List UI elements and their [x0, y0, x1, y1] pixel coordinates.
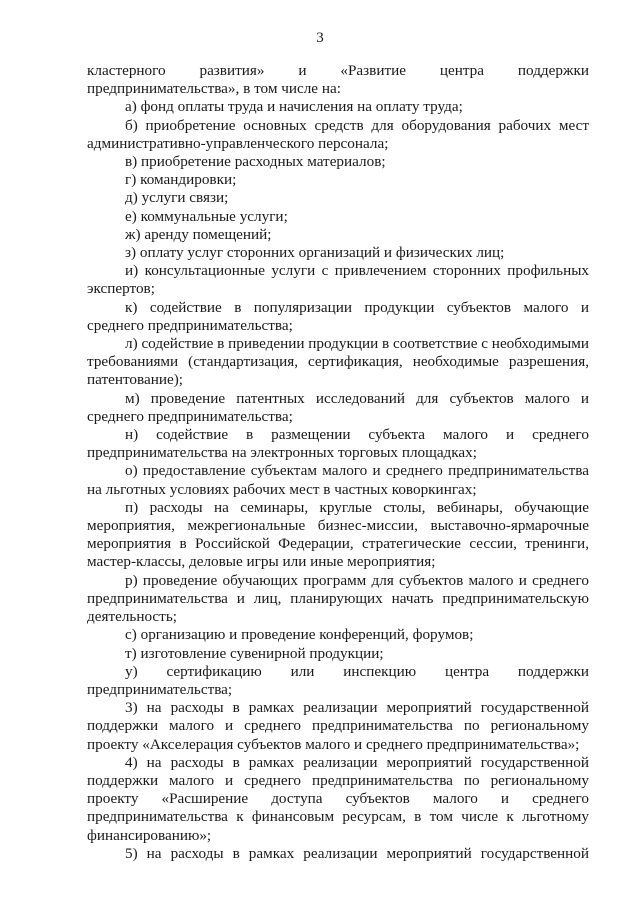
list-item-u: у) сертификацию или инспекцию центра поддержки предпринимательства; [87, 662, 589, 698]
list-item-v: в) приобретение расходных материалов; [125, 153, 386, 171]
list-item-o: о) предоставление субъектам малого и среднего предпринимательства на льготных условиях рабочих мест в частных коворкингах; [87, 462, 589, 498]
list-item-zh: ж) аренду помещений; [125, 225, 272, 243]
list-item-k: к) содействие в популяризации продукции субъектов малого и среднего предпринимательства; [87, 298, 589, 334]
list-item-z: з) оплату услуг сторонних организаций и физических лиц; [125, 244, 505, 262]
list-item-b: б) приобретение основных средств для оборудования рабочих мест административно-управленческого персонала; [87, 116, 589, 152]
list-item-t: т) изготовление сувенирной продукции; [125, 644, 384, 662]
numbered-item-3: 3) на расходы в рамках реализации мероприятий государственной поддержки малого и среднего предпринимательства по региональному проекту «Акселерация субъектов малого и среднего предпринимательства»; [87, 699, 589, 753]
document-body [87, 62, 589, 863]
list-item-i: и) консультационные услуги с привлечением сторонних профильных экспертов; [87, 262, 589, 298]
list-item-g: г) командировки; [125, 171, 237, 189]
list-item-m: м) проведение патентных исследований для субъектов малого и среднего предпринимательства; [87, 389, 589, 425]
list-item-p: п) расходы на семинары, круглые столы, вебинары, обучающие мероприятия, межрегиональные бизнес-миссии, выставочно-ярмарочные мероприятия в Российской Федерации, стратегические сессии, тренинги, мастер-классы, деловые игры или иные мероприятия; [87, 498, 589, 571]
page-number: 3 [316, 30, 324, 46]
list-item-s: с) организацию и проведение конференций, форумов; [125, 626, 474, 644]
list-item-n: н) содействие в размещении субъекта малого и среднего предпринимательства на электронных торговых площадках; [87, 426, 589, 462]
paragraph-intro: кластерного развития» и «Развитие центра поддержки предпринимательства», в том числе на: [87, 62, 589, 98]
list-item-d: д) услуги связи; [125, 189, 229, 207]
numbered-item-4: 4) на расходы в рамках реализации мероприятий государственной поддержки малого и среднего предпринимательства по региональному проекту «Расширение доступа субъектов малого и среднего предпринимательства к финансовым ресурсам, в том числе к льготному финансированию»; [87, 753, 589, 844]
list-item-r: р) проведение обучающих программ для субъектов малого и среднего предпринимательства и лиц, планирующих начать предпринимательскую деятельность; [87, 571, 589, 626]
list-item-e: е) коммунальные услуги; [125, 207, 288, 225]
numbered-item-5: 5) на расходы в рамках реализации мероприятий государственной [125, 844, 589, 862]
list-item-l: л) содействие в приведении продукции в соответствие с необходимыми требованиями (стандартизация, сертификация, необходимые разрешения, патентование); [87, 335, 589, 389]
list-item-a: а) фонд оплаты труда и начисления на оплату труда; [125, 98, 463, 116]
